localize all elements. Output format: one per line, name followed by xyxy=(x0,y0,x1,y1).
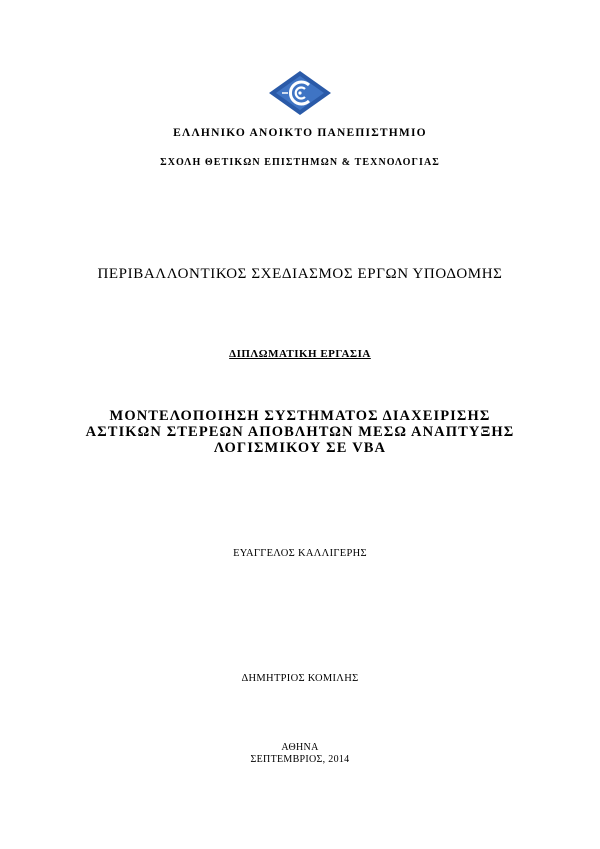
thesis-title-line: ΛΟΓΙΣΜΙΚΟΥ ΣΕ VBA xyxy=(213,440,387,456)
author-name: ΕΥΑΓΓΕΛΟΣ ΚΑΛΛΙΓΕΡΗΣ xyxy=(233,548,367,559)
university-logo-icon xyxy=(268,70,332,116)
program-name: ΠΕΡΙΒΑΛΛΟΝΤΙΚΟΣ ΣΧΕΔΙΑΣΜΟΣ ΕΡΓΩΝ ΥΠΟΔΟΜΗΣ xyxy=(97,266,503,282)
university-name: ΕΛΛΗΝΙΚΟ ΑΝΟΙΚΤΟ ΠΑΝΕΠΙΣΤΗΜΙΟ xyxy=(173,127,427,139)
thesis-title xyxy=(0,408,600,456)
school-name: ΣΧΟΛΗ ΘΕΤΙΚΩΝ ΕΠΙΣΤΗΜΩΝ & ΤΕΧΝΟΛΟΓΙΑΣ xyxy=(160,157,440,168)
thesis-title-line: ΜΟΝΤΕΛΟΠΟΙΗΣΗ ΣΥΣΤΗΜΑΤΟΣ ΔΙΑΧΕΙΡΙΣΗΣ xyxy=(109,408,491,424)
thesis-type-heading: ΔΙΠΛΩΜΑΤΙΚΗ ΕΡΓΑΣΙΑ xyxy=(229,348,371,360)
city: ΑΘΗΝΑ xyxy=(281,742,319,753)
supervisor-name: ΔΗΜΗΤΡΙΟΣ ΚΟΜΙΛΗΣ xyxy=(241,673,359,684)
thesis-title-line: ΑΣΤΙΚΩΝ ΣΤΕΡΕΩΝ ΑΠΟΒΛΗΤΩΝ ΜΕΣΩ ΑΝΑΠΤΥΞΗΣ xyxy=(85,424,515,440)
date: ΣΕΠΤΕΜΒΡΙΟΣ, 2014 xyxy=(250,754,350,765)
